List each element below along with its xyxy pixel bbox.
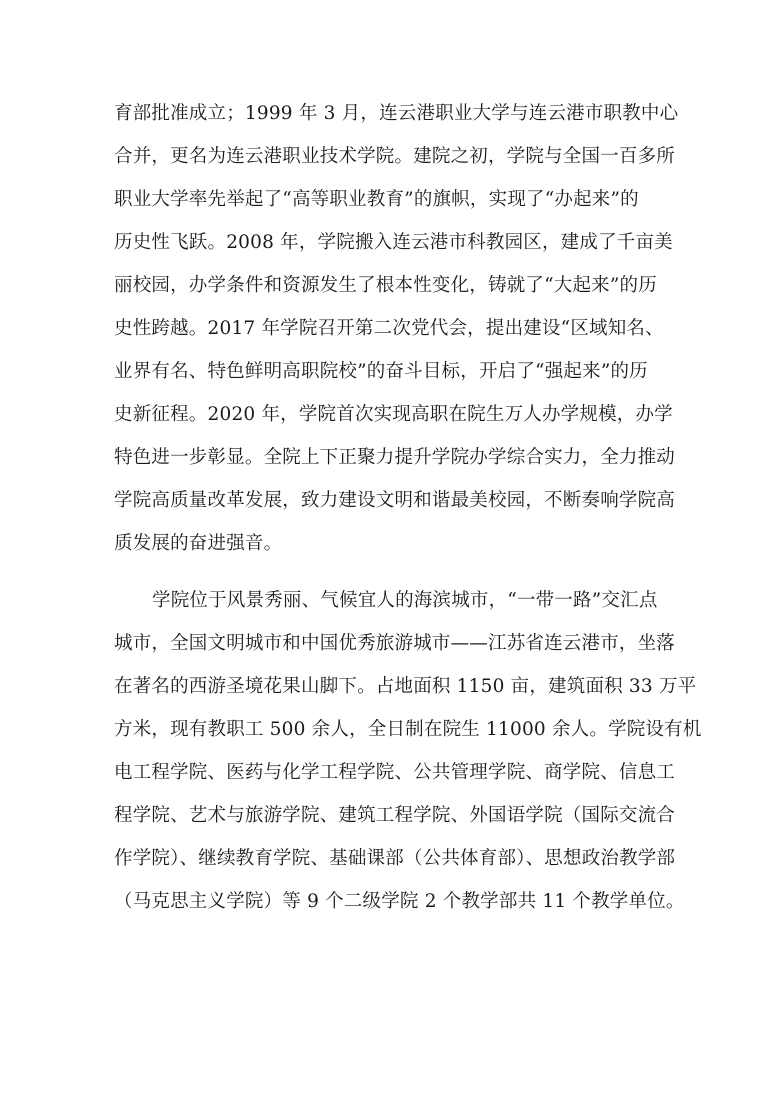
paragraph-2-line-6: 程学院、艺术与旅游学院、建筑工程学院、外国语学院（国际交流合	[114, 805, 676, 826]
paragraph-1-line-4: 历史性飞跃。2008 年，学院搬入连云港市科教园区，建成了千亩美	[114, 232, 673, 253]
paragraph-2-line-3: 在著名的西游圣境花果山脚下。占地面积 1150 亩，建筑面积 33 万平	[114, 676, 697, 697]
paragraph-2-line-7: 作学院）、继续教育学院、基础课部（公共体育部）、思想政治教学部	[114, 848, 676, 869]
paragraph-1-line-9: 特色进一步彰显。全院上下正聚力提升学院办学综合实力，全力推动	[114, 447, 676, 468]
paragraph-2-line-4: 方米，现有教职工 500 余人，全日制在院生 11000 余人。学院设有机	[114, 719, 702, 740]
paragraph-1-line-8: 史新征程。2020 年，学院首次实现高职在院生万人办学规模，办学	[114, 404, 673, 425]
paragraph-2-line-5: 电工程学院、医药与化学工程学院、公共管理学院、商学院、信息工	[114, 762, 676, 783]
paragraph-2-line-2: 城市，全国文明城市和中国优秀旅游城市——江苏省连云港市，坐落	[114, 633, 676, 654]
paragraph-1-line-10: 学院高质量改革发展，致力建设文明和谐最美校园，不断奏响学院高	[114, 490, 676, 511]
paragraph-1-line-2: 合并，更名为连云港职业技术学院。建院之初，学院与全国一百多所	[114, 146, 676, 167]
paragraph-2-line-1: 学院位于风景秀丽、气候宜人的海滨城市，“一带一路”交汇点	[152, 590, 658, 611]
paragraph-2-line-8: （马克思主义学院）等 9 个二级学院 2 个教学部共 11 个教学单位。	[114, 891, 685, 912]
paragraph-1-line-11: 质发展的奋进强音。	[114, 533, 283, 554]
paragraph-1-line-7: 业界有名、特色鲜明高职院校”的奋斗目标，开启了“强起来”的历	[114, 361, 648, 382]
paragraph-1-line-6: 史性跨越。2017 年学院召开第二次党代会，提出建设“区域知名、	[114, 318, 664, 339]
paragraph-1-line-5: 丽校园，办学条件和资源发生了根本性变化，铸就了“大起来”的历	[114, 275, 657, 296]
paragraph-1-line-3: 职业大学率先举起了“高等职业教育”的旗帜，实现了“办起来”的	[114, 189, 639, 210]
paragraph-1-line-1: 育部批准成立；1999 年 3 月，连云港职业大学与连云港市职教中心	[114, 103, 679, 124]
